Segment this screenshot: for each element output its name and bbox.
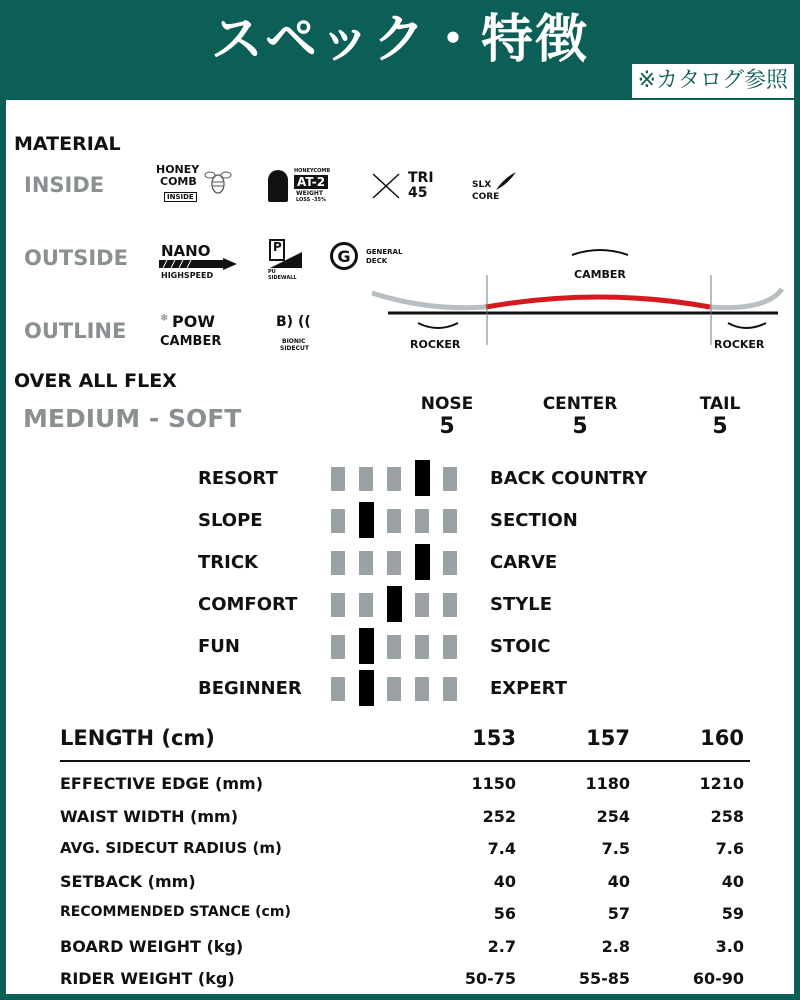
meter-cell [387, 635, 401, 659]
meter-cell [443, 467, 457, 491]
flex-nose-label: NOSE [420, 394, 474, 414]
spec-row-value: 40 [607, 871, 630, 891]
spec-row-label: BOARD WEIGHT (kg) [60, 936, 244, 956]
meter-marker [415, 544, 430, 580]
meter-cell [331, 509, 345, 533]
flex-nose [407, 394, 487, 439]
meter-cell [359, 551, 373, 575]
flex-center [540, 394, 620, 439]
spec-row-value: 1210 [699, 774, 744, 793]
spec-header-153: 153 [472, 726, 516, 750]
flex-tail [680, 394, 760, 439]
spec-row-value: 252 [482, 806, 516, 826]
meter-left-label: BEGINNER [198, 678, 302, 699]
meter-row [198, 590, 658, 620]
spec-row-value: 2.8 [601, 936, 630, 956]
meter-right-label: SECTION [490, 510, 578, 531]
meter-cell [359, 593, 373, 617]
page-title: スペック・特徴 [210, 10, 589, 70]
spec-header-160: 160 [700, 726, 744, 750]
nano-highspeed-logo: NANO HIGHSPEED [159, 242, 239, 282]
pu-sidewall-logo: P PU SIDEWALL [268, 238, 312, 282]
spec-row-value: 59 [721, 904, 744, 923]
outside-label: OUTSIDE [24, 246, 128, 270]
flex-value: MEDIUM - SOFT [23, 404, 242, 433]
spec-row-value: 7.5 [601, 839, 630, 858]
spec-row-value: 40 [721, 871, 744, 891]
meter-right-label: CARVE [490, 552, 558, 573]
catalog-note: ※カタログ参照 [632, 64, 794, 98]
rocker-left-label: ROCKER [410, 338, 461, 351]
g-circle-icon: G [330, 242, 358, 270]
rocker-right-label: ROCKER [714, 338, 765, 351]
meter-cell [443, 551, 457, 575]
leaf-icon [494, 170, 518, 192]
meter-marker [415, 460, 430, 496]
general-deck-logo: G GENERAL DECK [330, 240, 410, 276]
spec-row-label: EFFECTIVE EDGE (mm) [60, 774, 264, 793]
meter-row [198, 674, 658, 704]
meter-cell [387, 677, 401, 701]
spec-row [60, 904, 750, 928]
snowflake-icon: ❄ [160, 313, 169, 324]
meter-left-label: TRICK [198, 552, 258, 573]
spec-row-label: RECOMMENDED STANCE (cm) [60, 904, 291, 920]
meter-cell [331, 635, 345, 659]
spec-row-label: WAIST WIDTH (mm) [60, 806, 238, 826]
slx-core-logo: SLX CORE [472, 170, 522, 206]
meter-cell [415, 509, 429, 533]
honeycomb-inside-logo: HONEY COMB INSIDE [156, 162, 232, 210]
spec-divider [60, 760, 750, 762]
spec-row [60, 807, 750, 831]
spec-row-value: 55-85 [578, 969, 630, 988]
material-heading: MATERIAL [14, 133, 121, 155]
spec-row-value: 2.7 [487, 936, 516, 956]
meter-marker [387, 586, 402, 622]
spec-row-value: 40 [493, 871, 516, 891]
meter-cell [331, 551, 345, 575]
spec-row-label: SETBACK (mm) [60, 871, 196, 891]
outline-label: OUTLINE [24, 319, 127, 343]
spec-row [60, 937, 750, 961]
at2-logo: HONEYCOMB AT-2 WEIGHT LOSS -35% [268, 168, 332, 206]
meter-row [198, 464, 658, 494]
spec-row-value: 7.4 [487, 839, 516, 858]
spec-row-value: 7.6 [715, 839, 744, 858]
bionic-sidecut-logo: B) (( BIONIC SIDECUT [276, 314, 311, 352]
meter-cell [415, 635, 429, 659]
spec-row [60, 774, 750, 798]
spec-row-value: 1150 [471, 774, 516, 793]
spec-row-value: 3.0 [715, 936, 744, 956]
meter-cell [331, 677, 345, 701]
spec-row-value: 57 [607, 904, 630, 923]
meter-cell [415, 593, 429, 617]
meter-marker [359, 628, 374, 664]
meter-cell [387, 467, 401, 491]
spec-row-value: 254 [596, 806, 630, 826]
meter-cell [443, 509, 457, 533]
spec-header-157: 157 [586, 726, 630, 750]
flex-center-value: 5 [572, 414, 588, 439]
bee-icon [204, 166, 232, 200]
spec-panel [6, 100, 794, 994]
pow-camber-logo: POW ❄ CAMBER [160, 312, 222, 349]
spec-header-row [60, 726, 750, 756]
characteristic-meters [198, 464, 658, 714]
meter-row [198, 632, 658, 662]
arrow-icon [159, 258, 239, 270]
spec-row-label: RIDER WEIGHT (kg) [60, 969, 235, 988]
meter-left-label: RESORT [198, 468, 278, 489]
tri45-logo: TRI 45 [371, 170, 437, 202]
meter-row [198, 506, 658, 536]
meter-cell [415, 677, 429, 701]
flex-center-label: CENTER [542, 394, 618, 414]
flex-heading: OVER ALL FLEX [14, 370, 177, 392]
spec-row-label: AVG. SIDECUT RADIUS (m) [60, 839, 282, 857]
spec-row-value: 60-90 [692, 969, 744, 988]
meter-row [198, 548, 658, 578]
cross-icon [371, 172, 401, 200]
meter-right-label: STOIC [490, 636, 551, 657]
meter-cell [443, 593, 457, 617]
meter-cell [387, 551, 401, 575]
flex-tail-value: 5 [712, 414, 728, 439]
meter-cell [359, 467, 373, 491]
meter-cell [443, 635, 457, 659]
spec-row [60, 969, 750, 993]
inside-label: INSIDE [24, 173, 105, 197]
spec-row-value: 1180 [585, 774, 630, 793]
spec-row [60, 839, 750, 863]
meter-right-label: STYLE [490, 594, 553, 615]
meter-cell [331, 467, 345, 491]
spec-row-value: 50-75 [464, 969, 516, 988]
flex-nose-value: 5 [439, 414, 455, 439]
spec-row-value: 258 [710, 806, 744, 826]
meter-cell [331, 593, 345, 617]
board-silhouette-icon [268, 170, 288, 202]
meter-cell [387, 509, 401, 533]
meter-left-label: SLOPE [198, 510, 263, 531]
spec-row [60, 872, 750, 896]
meter-right-label: BACK COUNTRY [490, 468, 648, 489]
meter-right-label: EXPERT [490, 678, 567, 699]
meter-left-label: FUN [198, 636, 240, 657]
meter-marker [359, 502, 374, 538]
meter-left-label: COMFORT [198, 594, 298, 615]
camber-label: CAMBER [574, 268, 626, 281]
spec-row-value: 56 [493, 904, 516, 923]
meter-cell [443, 677, 457, 701]
meter-marker [359, 670, 374, 706]
spec-header-label: LENGTH (cm) [60, 726, 215, 750]
flex-tail-label: TAIL [699, 394, 741, 414]
